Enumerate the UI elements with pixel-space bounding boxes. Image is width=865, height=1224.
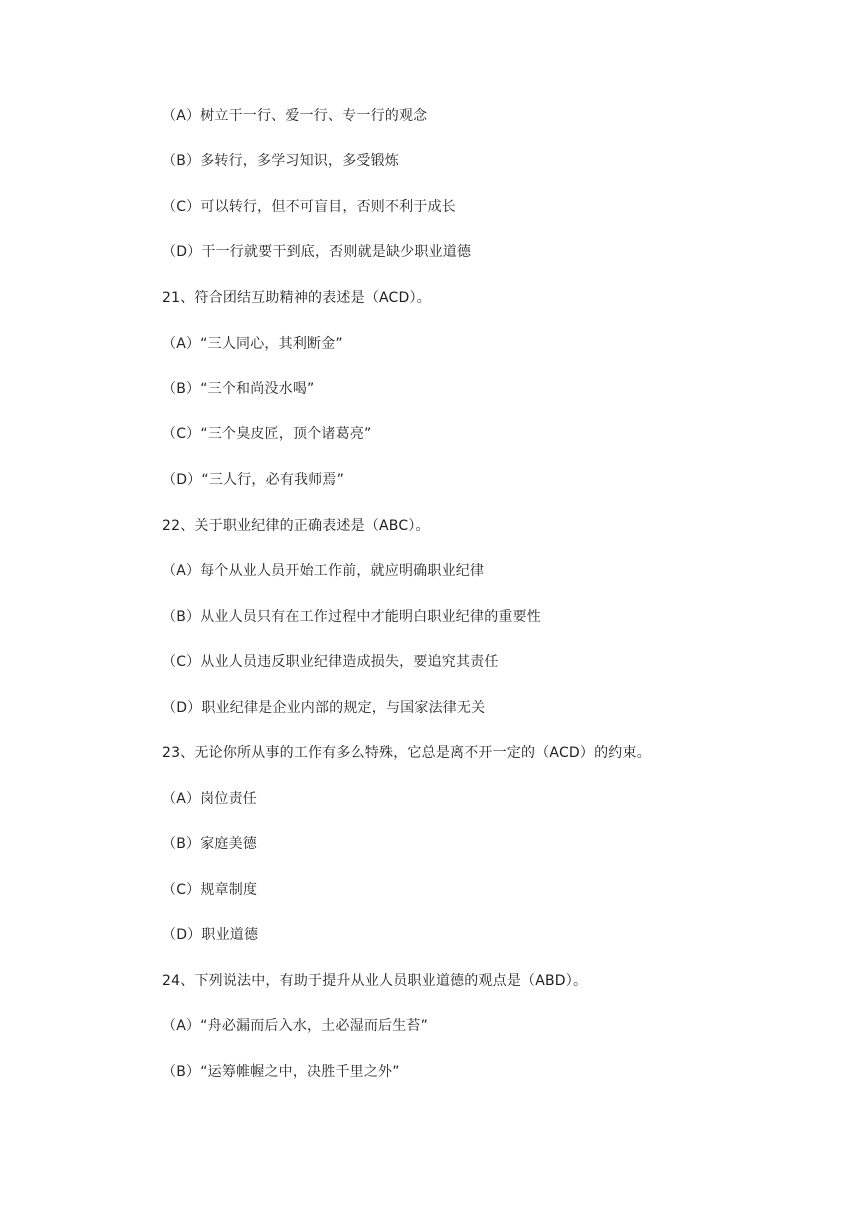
q23-option-b: （B）家庭美德 [162, 836, 258, 852]
q20-option-c: （C）可以转行，但不可盲目，否则不利于成长 [162, 199, 456, 215]
question-22: 22、关于职业纪律的正确表述是（ABC）。 [162, 518, 430, 534]
q21-option-b: （B）“三个和尚没水喝” [162, 381, 315, 397]
q21-option-c: （C）“三个臭皮匠，顶个诸葛亮” [162, 426, 372, 442]
q24-option-a: （A）“舟必漏而后入水，土必湿而后生苔” [162, 1018, 429, 1034]
q20-option-d: （D）干一行就要干到底，否则就是缺少职业道德 [162, 244, 472, 260]
q23-option-a: （A）岗位责任 [162, 791, 257, 807]
q24-option-b: （B）“运筹帷幄之中，决胜千里之外” [162, 1064, 400, 1080]
question-24: 24、下列说法中，有助于提升从业人员职业道德的观点是（ABD）。 [162, 973, 588, 989]
q21-option-a: （A）“三人同心，其利断金” [162, 336, 343, 352]
q22-option-d: （D）职业纪律是企业内部的规定，与国家法律无关 [162, 700, 486, 716]
q22-option-b: （B）从业人员只有在工作过程中才能明白职业纪律的重要性 [162, 609, 542, 625]
question-21: 21、符合团结互助精神的表述是（ACD）。 [162, 290, 431, 306]
question-23: 23、无论你所从事的工作有多么特殊，它总是离不开一定的（ACD）的约束。 [162, 745, 651, 761]
q20-option-a: （A）树立干一行、爱一行、专一行的观念 [162, 108, 428, 124]
q22-option-a: （A）每个从业人员开始工作前，就应明确职业纪律 [162, 563, 485, 579]
q20-option-b: （B）多转行，多学习知识，多受锻炼 [162, 153, 400, 169]
q23-option-d: （D）职业道德 [162, 927, 259, 943]
q23-option-c: （C）规章制度 [162, 882, 258, 898]
q22-option-c: （C）从业人员违反职业纪律造成损失，要追究其责任 [162, 654, 499, 670]
q21-option-d: （D）“三人行，必有我师焉” [162, 472, 345, 488]
